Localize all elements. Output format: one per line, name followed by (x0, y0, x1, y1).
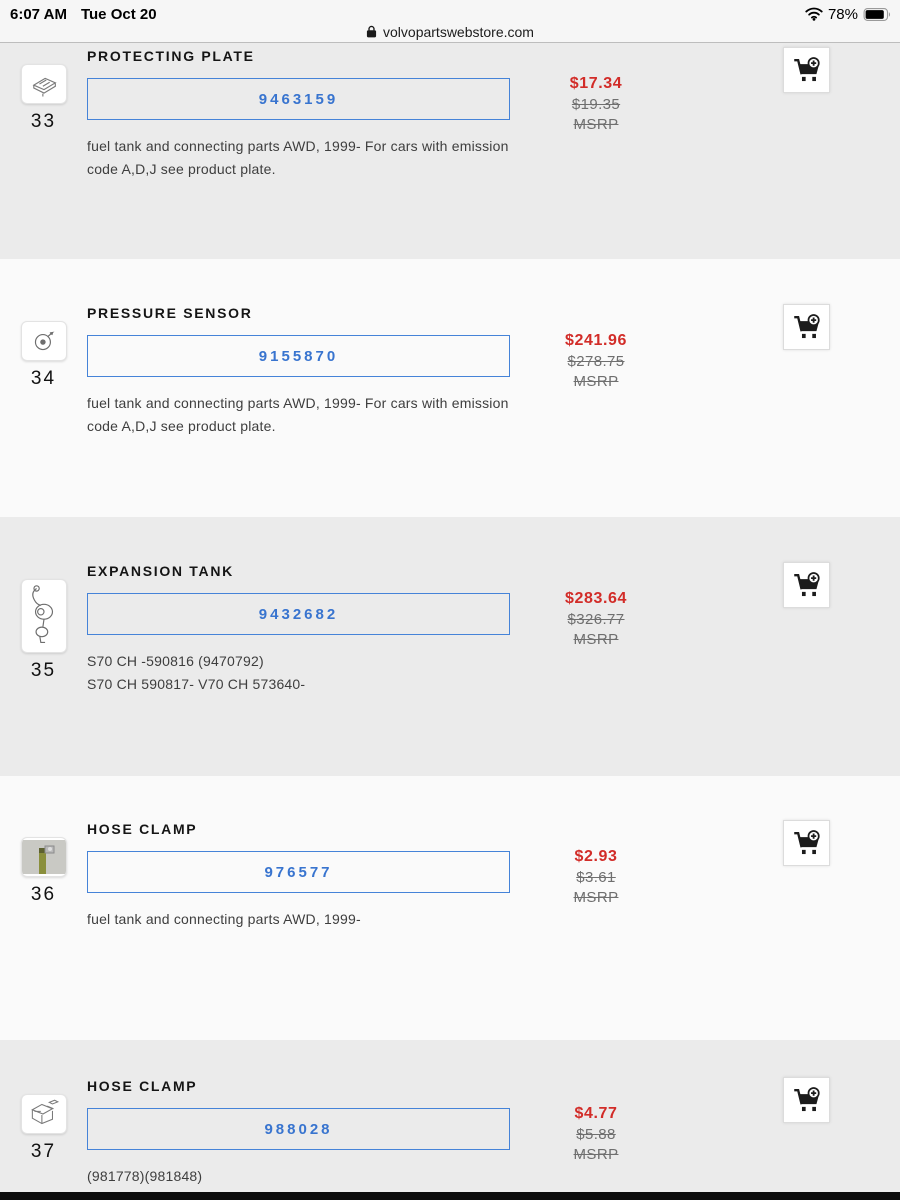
tank-drawing-icon (26, 584, 62, 648)
part-description (87, 908, 510, 931)
part-number: 9463159 (258, 90, 339, 108)
price: $4.77 (574, 1105, 618, 1122)
msrp-price: $278.75 (567, 353, 625, 370)
part-title: PRESSURE SENSOR (87, 305, 253, 321)
part-description-line: fuel tank and connecting parts AWD, 1999- For cars with emission code A,D,J see product plate. (87, 395, 509, 434)
price-block (510, 517, 682, 776)
part-title: EXPANSION TANK (87, 563, 234, 579)
battery-icon (863, 8, 892, 21)
msrp-price: $5.88 (576, 1126, 616, 1143)
browser-top-chrome (0, 0, 900, 43)
part-description (87, 135, 510, 181)
part-number-button[interactable] (87, 851, 510, 893)
part-row (0, 43, 900, 259)
part-row (0, 517, 900, 776)
add-to-cart-icon (791, 57, 823, 84)
part-position-number: 36 (30, 884, 57, 905)
add-to-cart-icon (791, 572, 823, 599)
add-to-cart-button[interactable] (783, 820, 830, 866)
add-to-cart-button[interactable] (783, 47, 830, 93)
add-to-cart-button[interactable] (783, 562, 830, 608)
part-thumbnail[interactable] (21, 837, 67, 877)
add-to-cart-button[interactable] (783, 304, 830, 350)
part-thumbnail[interactable] (21, 1094, 67, 1134)
part-description-line: fuel tank and connecting parts AWD, 1999- For cars with emission code A,D,J see product plate. (87, 138, 509, 177)
part-row (0, 259, 900, 517)
status-bar (0, 0, 900, 22)
sensor-drawing-icon (28, 327, 60, 355)
part-description-line: fuel tank and connecting parts AWD, 1999- (87, 911, 361, 927)
part-description-line: S70 CH -590816 (9470792) (87, 653, 264, 669)
price: $2.93 (574, 848, 618, 865)
wifi-icon (805, 7, 823, 21)
part-number: 976577 (264, 863, 333, 881)
msrp-price: $3.61 (576, 869, 616, 886)
bottom-bar (0, 1192, 900, 1200)
msrp-label: MSRP (573, 631, 619, 648)
msrp-label: MSRP (573, 116, 619, 133)
clamp-drawing-icon (26, 1097, 62, 1131)
part-number-button[interactable] (87, 1108, 510, 1150)
part-row (0, 1040, 900, 1192)
part-number: 988028 (264, 1120, 333, 1138)
part-title: PROTECTING PLATE (87, 48, 255, 64)
battery-percent: 78% (827, 5, 858, 23)
msrp-label: MSRP (573, 373, 619, 390)
msrp-price: $19.35 (571, 96, 621, 113)
msrp-label: MSRP (573, 889, 619, 906)
price-block (510, 1040, 682, 1192)
part-position-number: 37 (30, 1141, 57, 1162)
clock: 6:07 AM (10, 5, 67, 23)
add-to-cart-icon (791, 314, 823, 341)
part-number-button[interactable] (87, 335, 510, 377)
clamp-photo-icon (21, 840, 67, 874)
part-title: HOSE CLAMP (87, 1078, 198, 1094)
price-block (510, 776, 682, 1040)
part-description (87, 1165, 510, 1188)
plate-drawing-icon (27, 69, 61, 99)
part-number-button[interactable] (87, 78, 510, 120)
add-to-cart-button[interactable] (783, 1077, 830, 1123)
parts-list (0, 43, 900, 1192)
part-position-number: 35 (30, 660, 57, 681)
lock-icon (366, 25, 377, 38)
part-row (0, 776, 900, 1040)
msrp-label: MSRP (573, 1146, 619, 1163)
price: $17.34 (569, 75, 623, 92)
part-position-number: 33 (30, 111, 57, 132)
url-domain: volvopartswebstore.com (383, 23, 534, 40)
part-title: HOSE CLAMP (87, 821, 198, 837)
part-number: 9432682 (258, 605, 339, 623)
part-description-line: (981778)(981848) (87, 1168, 203, 1184)
address-bar[interactable] (0, 20, 900, 43)
price-block (510, 43, 682, 259)
part-number-button[interactable] (87, 593, 510, 635)
add-to-cart-icon (791, 830, 823, 857)
part-description (87, 392, 510, 438)
add-to-cart-icon (791, 1087, 823, 1114)
part-number: 9155870 (258, 347, 339, 365)
price: $283.64 (564, 590, 628, 607)
part-thumbnail[interactable] (21, 64, 67, 104)
date: Tue Oct 20 (80, 5, 157, 23)
part-thumbnail[interactable] (21, 579, 67, 653)
part-description (87, 650, 510, 696)
part-position-number: 34 (30, 368, 57, 389)
part-thumbnail[interactable] (21, 321, 67, 361)
price: $241.96 (564, 332, 628, 349)
price-block (510, 259, 682, 517)
msrp-price: $326.77 (567, 611, 625, 628)
part-description-line: S70 CH 590817- V70 CH 573640- (87, 676, 306, 692)
